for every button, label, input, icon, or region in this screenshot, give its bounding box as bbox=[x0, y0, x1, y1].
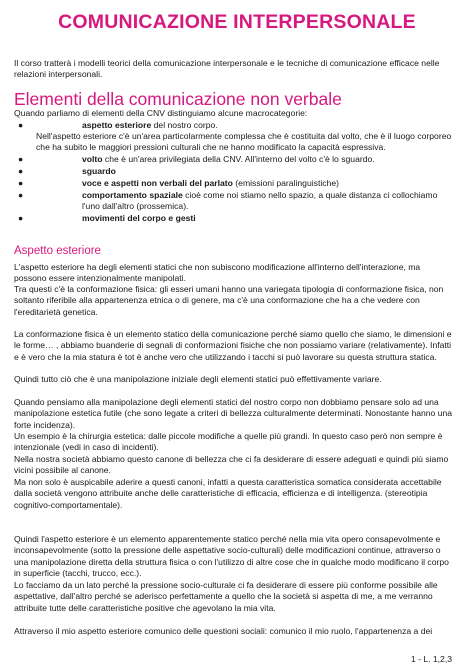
bullet-bold: sguardo bbox=[82, 166, 116, 176]
bullet-item bbox=[18, 154, 458, 166]
bullet-dot-icon: ● bbox=[18, 213, 24, 223]
bullet-dot-icon: ● bbox=[18, 178, 24, 188]
bullet-dot-icon: ● bbox=[18, 154, 24, 164]
intro-paragraph: Il corso tratterà i modelli teorici della comunicazione interpersonale e le tecniche di comunicazione efficace nelle relazioni interpersonali. bbox=[14, 58, 440, 80]
paragraph: L'aspetto esteriore ha degli elementi statici che non subiscono modificazione all'interno dell'interazione, ma possono essere intenzionalmente manipolati. bbox=[14, 262, 421, 284]
bullet-bold: voce e aspetti non verbali del parlato bbox=[82, 178, 233, 188]
paragraph: Un esempio è la chirurgia estetica: dalle piccole modifiche a quelle più grandi. In questo caso però non sempre è intenzionale (vedi in caso di incidenti). bbox=[14, 431, 443, 453]
page-footer: 1 - L. 1,2,3 bbox=[410, 654, 452, 664]
paragraph: Lo facciamo da un lato perché la pressione socio-culturale ci fa desiderare di essere più conforme possibile alle aspettative, dall'altro perché se aderisco perfettamente a quello che la società si aspetta di me, a me verranno attribuite tutte delle caratteristiche positive che agevolano la mia vita. bbox=[14, 580, 438, 613]
bullet-bold: movimenti del corpo e gesti bbox=[82, 213, 196, 223]
paragraph: Quindi l'aspetto esteriore è un elemento apparentemente statico perché nella mia vita opero consapevolmente e inconsapevolmente (sotto la pressione delle aspettative socio-culturali) delle modificazioni continue, attraverso o una manipolazione diretta della struttura fisica o con l'utilizzo di altre cose che in qualche modo modificano il corpo in superficie (tacchi, trucco, ecc.). bbox=[14, 534, 449, 579]
paragraph: Ma non solo è auspicabile aderire a questi canoni, infatti a questa caratteristica somatica considerata accettabile dalla società vengono attribuite anche delle caratteristiche di efficacia, efficienza e di intelligenza. (stereotipia cognitivo-comportamentale). bbox=[14, 477, 442, 510]
bullet-bold: comportamento spaziale bbox=[82, 190, 183, 200]
bullet-rest: del nostro corpo. bbox=[151, 120, 218, 130]
paragraph: Quindi tutto ciò che è una manipolazione iniziale degli elementi statici può effettivamente variare. bbox=[14, 374, 382, 384]
bullet-item bbox=[18, 166, 458, 178]
bullet-rest: che è un'area privilegiata della CNV. All'interno del volto c'è lo sguardo. bbox=[102, 154, 375, 164]
bullet-rest: (emissioni paralinguistiche) bbox=[232, 178, 339, 188]
bullet-note: Nell'aspetto esteriore c'è un'area particolarmente complessa che è costituita dal volto, che è il luogo corporeo che ha subito le maggiori pressioni culturali che ne hanno modificato la capacità espressiva. bbox=[36, 131, 452, 153]
section-heading-cnv: Elementi della comunicazione non verbale bbox=[14, 89, 342, 109]
bullet-dot-icon: ● bbox=[18, 166, 24, 176]
document-title: COMUNICAZIONE INTERPERSONALE bbox=[58, 11, 416, 33]
bullet-dot-icon: ● bbox=[18, 120, 24, 130]
section-lead: Quando parliamo di elementi della CNV distinguiamo alcune macrocategorie: bbox=[14, 108, 308, 118]
paragraph: Quando pensiamo alla manipolazione degli elementi statici del nostro corpo non dobbiamo pensare solo ad una manipolazione estetica futile (che sono legate a criteri di bellezza culturalmente determinati. Nonostante hanno una forte incidenza). bbox=[14, 397, 453, 430]
bullet-dot-icon: ● bbox=[18, 190, 24, 200]
bullet-rest: cioè come noi stiamo nello spazio, a quale distanza ci collochiamo l'uno dall'altro (prossemica). bbox=[82, 190, 438, 212]
paragraph: La conformazione fisica è un elemento statico della comunicazione perché siamo quello che siamo, le dimensioni e le forme… , abbiamo buanderie di segnali di conformazioni fisiche che non possiamo variare (relativamente). Infatti e è vero che la mia statura è tot è anche vero che utilizzando i tacchi si può lavorare su questa struttura statica. bbox=[14, 329, 452, 362]
paragraph: Nella nostra società abbiamo questo canone di bellezza che ci fa desiderare di essere adeguati e quindi più siamo vicini possibile al canone. bbox=[14, 454, 449, 476]
paragraph: Tra questi c'è la conformazione fisica: gli esseri umani hanno una variegata tipologia di conformazione fisica, non soltanto riferibile alla appartenenza etnica o di genere, ma c'è una conformazione che ha a che vedere con l'ereditarietà genetica. bbox=[14, 284, 444, 317]
paragraph: Attraverso il mio aspetto esteriore comunico delle questioni sociali: comunico il mio ruolo, l'appartenenza a dei bbox=[14, 626, 433, 636]
bullet-item bbox=[18, 213, 458, 225]
bullet-bold: aspetto esteriore bbox=[82, 120, 152, 130]
section-heading-aspetto: Aspetto esteriore bbox=[14, 245, 101, 257]
bullet-bold: volto bbox=[82, 154, 103, 164]
bullet-item bbox=[18, 190, 458, 214]
bullet-item bbox=[18, 178, 458, 190]
